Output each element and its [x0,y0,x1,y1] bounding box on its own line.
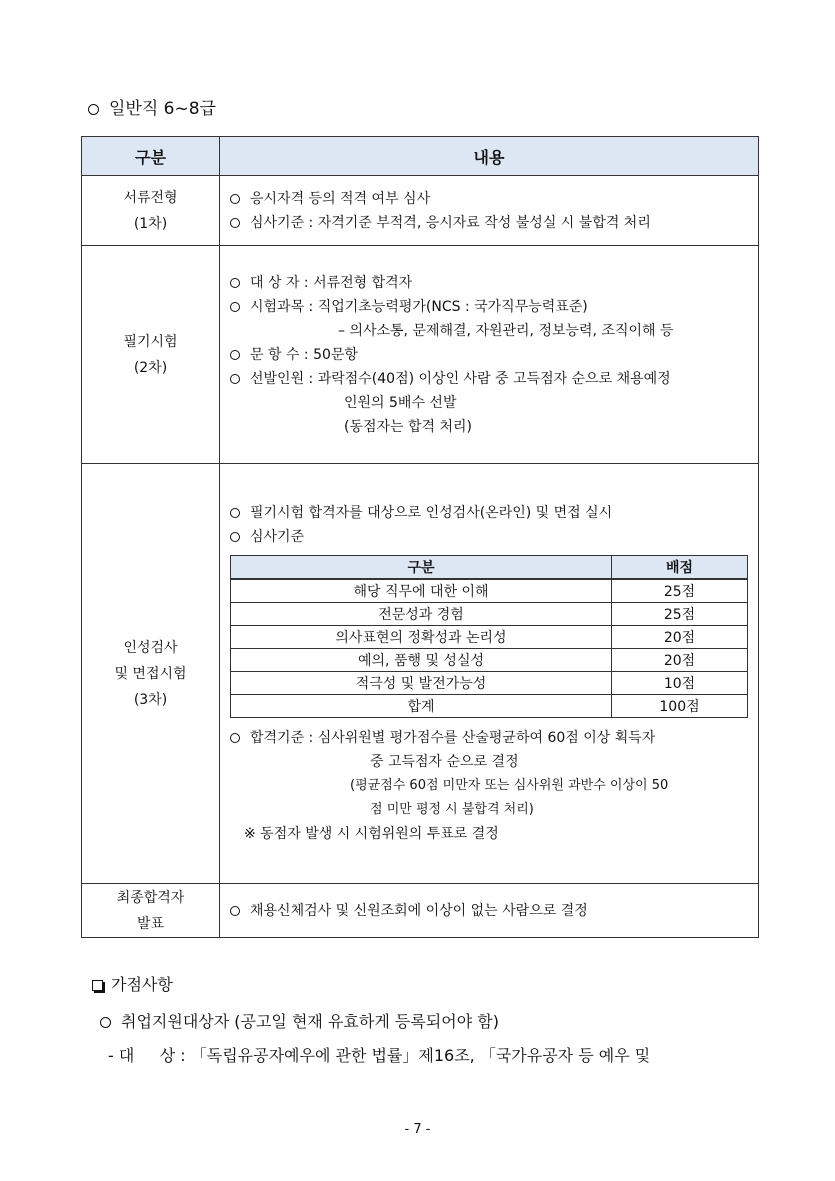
circle-bullet-icon [88,104,99,115]
table-row: 예의, 품행 및 성실성 20점 [231,649,748,672]
list-item: 필기시험 합격자를 대상으로 인성검사(온라인) 및 면접 실시 [230,501,758,525]
bonus-item: 취업지원대상자 (공고일 현재 유효하게 등록되어야 함) [100,1010,499,1034]
circle-bullet-icon [230,733,240,743]
score-header-row [231,556,748,580]
bonus-subitem: - 대 상 : 「독립유공자예우에 관한 법률」제16조, 「국가유공자 등 예우 및 [108,1046,651,1065]
score-header-category: 구분 [231,556,612,580]
bonus-section-title: 가점사항 [92,973,173,997]
list-continuation: 인원의 5배수 선발 [344,394,457,411]
list-item: 응시자격 등의 적격 여부 심사 [230,187,758,211]
category-cell: 인성검사 및 면접시험 (3차) [82,464,220,884]
table-row: 전문성과 경험 25점 [231,603,748,626]
evaluation-score-table [230,555,748,718]
circle-bullet-icon [230,302,240,312]
circle-bullet-icon [230,218,240,228]
table-row [82,884,759,938]
table-row [82,246,759,464]
circle-bullet-icon [230,532,240,542]
list-continuation: (평균점수 60점 미만자 또는 심사위원 과반수 이상이 50 [350,778,669,793]
selection-process-table [81,136,759,938]
page-number: - 7 - [404,1122,431,1137]
content-cell [220,246,759,464]
category-cell: 필기시험 (2차) [82,246,220,464]
table-row [82,464,759,884]
table-row: 의사표현의 정확성과 논리성 20점 [231,626,748,649]
category-cell: 최종합격자 발표 [82,884,220,938]
list-item: 대 상 자 : 서류전형 합격자 [230,271,758,295]
header-content: 내용 [220,137,759,176]
list-item: 채용신체검사 및 신원조회에 이상이 없는 사람으로 결정 [230,899,758,923]
note-line: ※ 동점자 발생 시 시험위원의 투표로 결정 [244,826,499,842]
circle-bullet-icon [230,508,240,518]
list-item: 심사기준 [230,525,758,549]
circle-bullet-icon [230,350,240,360]
circle-bullet-icon [230,374,240,384]
list-continuation: (동점자는 합격 처리) [344,418,473,435]
content-cell [220,176,759,246]
list-continuation: 중 고득점자 순으로 결정 [370,754,519,770]
category-cell: 서류전형 (1차) [82,176,220,246]
table-row: 해당 직무에 대한 이해 25점 [231,579,748,603]
list-subitem: – 의사소통, 문제해결, 자원관리, 정보능력, 조직이해 등 [338,322,674,339]
circle-bullet-icon [230,906,240,916]
content-cell [220,884,759,938]
table-header-row [82,137,759,176]
circle-bullet-icon [100,1017,111,1028]
table-row [82,176,759,246]
square-bullet-icon [92,980,103,991]
list-item: 시험과목 : 직업기초능력평가(NCS : 국가직무능력표준) [230,295,758,319]
list-continuation: 점 미만 평정 시 불합격 처리) [370,802,534,817]
header-category: 구분 [82,137,220,176]
score-header-points: 배점 [612,556,748,580]
list-item: 합격기준 : 심사위원별 평가점수를 산술평균하여 60점 이상 획득자 [230,726,758,750]
list-item: 심사기준 : 자격기준 부적격, 응시자료 작성 불성실 시 불합격 처리 [230,211,758,235]
list-item: 문 항 수 : 50문항 [230,343,758,367]
circle-bullet-icon [230,194,240,204]
score-total-row: 합계 100점 [231,695,748,718]
circle-bullet-icon [230,278,240,288]
list-item: 선발인원 : 과락점수(40점) 이상인 사람 중 고득점자 순으로 채용예정 [230,367,758,391]
content-cell [220,464,759,884]
table-row: 적극성 및 발전가능성 10점 [231,672,748,695]
section-title: 일반직 6~8급 [88,96,216,122]
